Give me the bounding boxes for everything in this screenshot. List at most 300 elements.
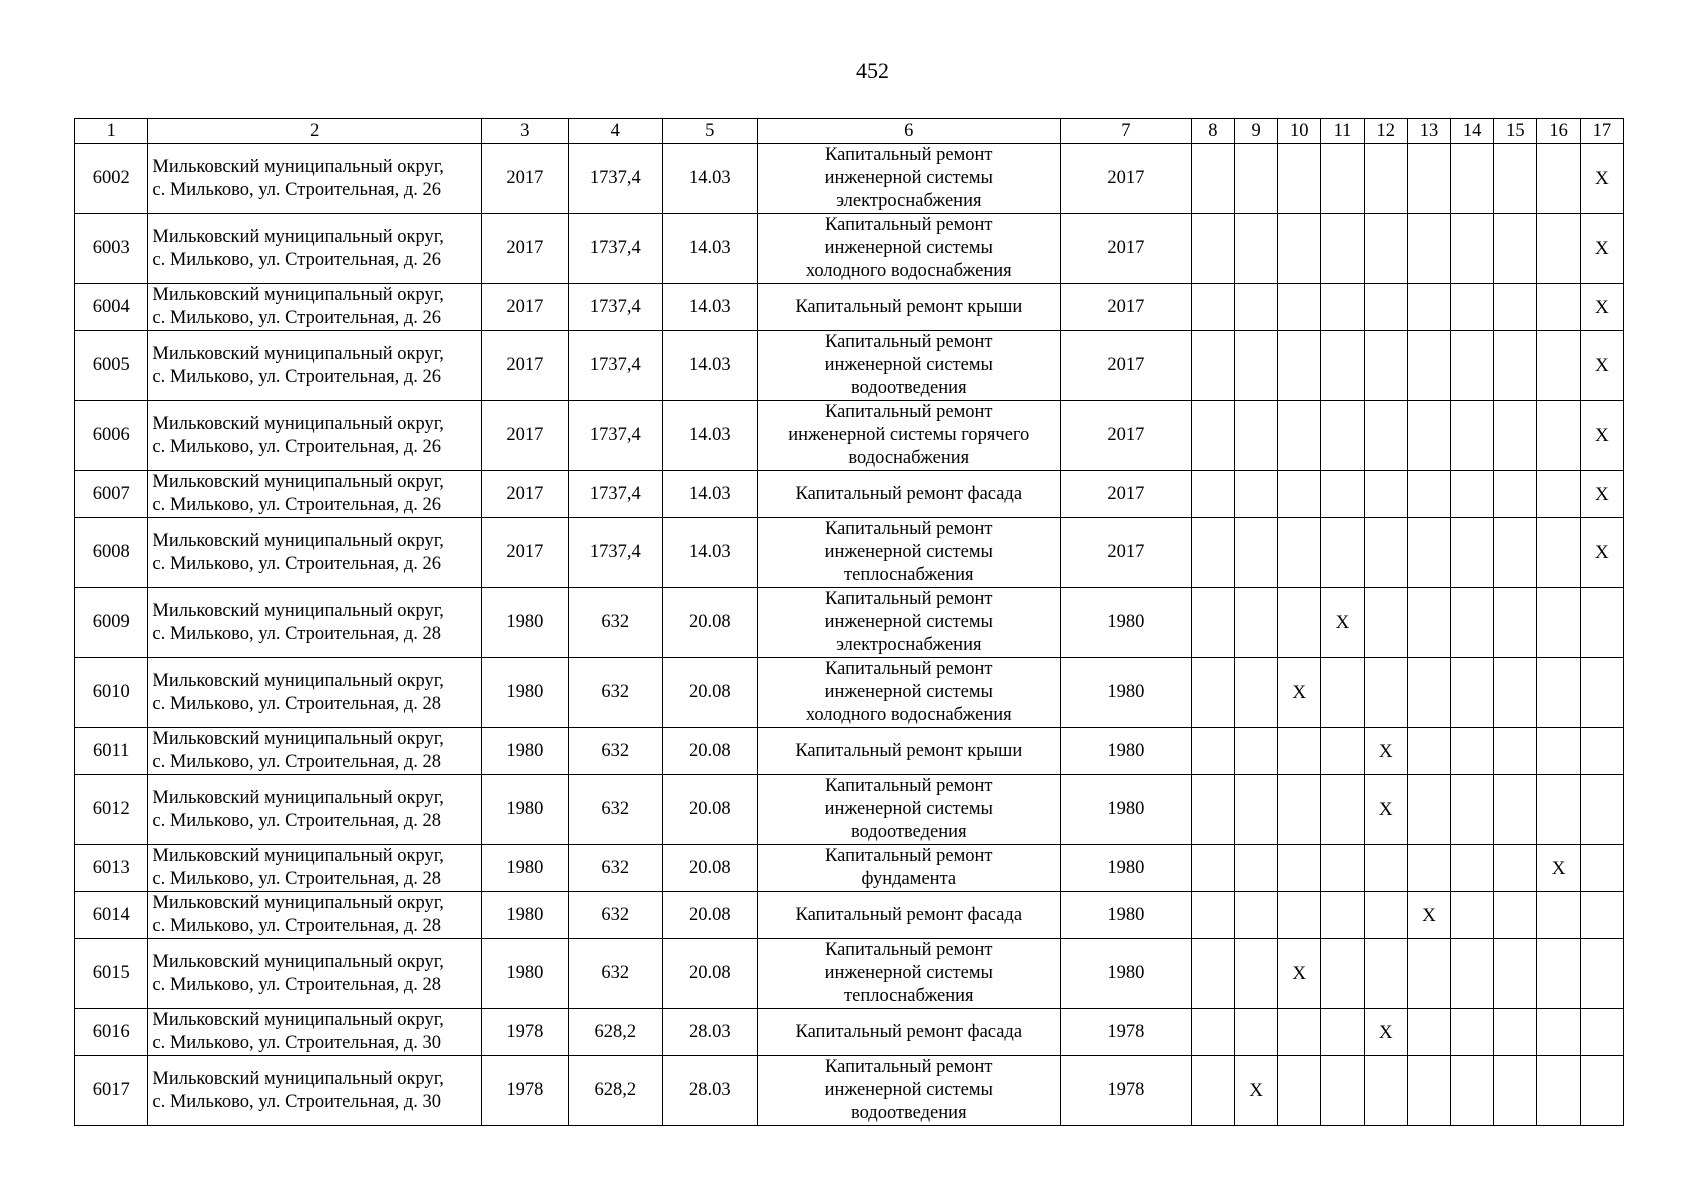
code-cell: 14.03 [663,214,757,284]
period-cell-8 [1191,1009,1234,1056]
period-cell-17 [1580,939,1623,1009]
period-cell-9 [1234,214,1277,284]
address-line-1: Мильковский муниципальный округ, [152,530,444,551]
address-line-2: с. Мильково, ул. Строительная, д. 26 [152,308,441,328]
build-year-cell: 1980 [482,658,568,728]
period-cell-8 [1191,518,1234,588]
address-line-1: Мильковский муниципальный округ, [152,893,444,913]
period-mark-17: X [1580,471,1623,518]
work-type-line: холодного водоснабжения [805,705,1012,725]
column-number-1: 1 [75,119,148,144]
address-cell [148,728,482,775]
work-type-cell [757,284,1061,331]
work-type-line: инженерной системы [824,238,993,258]
period-cell-11 [1321,214,1364,284]
address-line-1: Мильковский муниципальный округ, [152,951,444,972]
work-year-cell: 1980 [1061,845,1192,892]
area-cell: 632 [568,658,662,728]
period-cell-10 [1278,892,1321,939]
period-cell-14 [1451,471,1494,518]
build-year-cell: 1978 [482,1009,568,1056]
period-cell-13 [1407,588,1450,658]
period-cell-8 [1191,214,1234,284]
address-line-2: с. Мильково, ул. Строительная, д. 26 [152,179,441,200]
code-cell: 14.03 [663,144,757,214]
row-number-cell: 6010 [75,658,148,728]
work-type-line: водоотведения [850,378,967,398]
period-cell-16 [1537,401,1580,471]
area-cell: 628,2 [568,1056,662,1126]
period-cell-11 [1321,401,1364,471]
work-type-line: Капитальный ремонт [825,519,993,539]
period-cell-14 [1451,401,1494,471]
work-type-line: Капитальный ремонт [825,402,993,422]
period-cell-9 [1234,471,1277,518]
work-type-cell [757,588,1061,658]
period-cell-13 [1407,284,1450,331]
period-cell-8 [1191,1056,1234,1126]
column-number-17: 17 [1580,119,1623,144]
period-cell-16 [1537,658,1580,728]
period-cell-17 [1580,728,1623,775]
period-cell-16 [1537,728,1580,775]
period-cell-13 [1407,518,1450,588]
build-year-cell: 2017 [482,331,568,401]
period-cell-10 [1278,1056,1321,1126]
row-number-cell: 6015 [75,939,148,1009]
period-cell-8 [1191,588,1234,658]
work-type-line: Капитальный ремонт [825,940,993,960]
work-year-cell: 2017 [1061,401,1192,471]
column-number-14: 14 [1451,119,1494,144]
build-year-cell: 2017 [482,518,568,588]
work-type-line: инженерной системы [824,168,993,188]
period-cell-11 [1321,144,1364,214]
address-cell [148,775,482,845]
period-cell-11 [1321,728,1364,775]
area-cell: 1737,4 [568,401,662,471]
period-mark-17: X [1580,214,1623,284]
address-cell [148,1056,482,1126]
address-cell [148,658,482,728]
period-cell-8 [1191,892,1234,939]
column-number-4: 4 [568,119,662,144]
column-number-15: 15 [1494,119,1537,144]
period-cell-14 [1451,1009,1494,1056]
build-year-cell: 1978 [482,1056,568,1126]
work-type-cell [757,775,1061,845]
row-number-cell: 6014 [75,892,148,939]
period-mark-17: X [1580,144,1623,214]
work-year-cell: 2017 [1061,518,1192,588]
page-number: 452 [856,58,889,83]
address-line-2: с. Мильково, ул. Строительная, д. 28 [152,752,441,772]
table-row [75,658,1624,728]
work-year-cell: 1978 [1061,1056,1192,1126]
build-year-cell: 1980 [482,845,568,892]
work-type-line: водоснабжения [848,448,970,468]
area-cell: 632 [568,892,662,939]
address-cell [148,284,482,331]
column-number-row [75,119,1624,144]
row-number-cell: 6004 [75,284,148,331]
work-year-cell: 2017 [1061,214,1192,284]
period-cell-8 [1191,728,1234,775]
work-type-line: Капитальный ремонт [825,776,993,796]
period-cell-13 [1407,214,1450,284]
address-cell [148,401,482,471]
work-year-cell: 2017 [1061,331,1192,401]
work-type-line: инженерной системы [824,799,993,819]
address-cell [148,845,482,892]
period-cell-9 [1234,401,1277,471]
work-year-cell: 2017 [1061,284,1192,331]
period-cell-12 [1364,892,1407,939]
period-cell-15 [1494,471,1537,518]
period-cell-14 [1451,284,1494,331]
work-type-line: Капитальный ремонт [825,332,993,352]
period-cell-8 [1191,939,1234,1009]
address-cell [148,588,482,658]
table-row [75,1056,1624,1126]
table-row [75,144,1624,214]
address-line-2: с. Мильково, ул. Строительная, д. 28 [152,693,441,714]
period-cell-16 [1537,144,1580,214]
code-cell: 14.03 [663,331,757,401]
work-year-cell: 1980 [1061,728,1192,775]
period-cell-13 [1407,1056,1450,1126]
period-cell-15 [1494,401,1537,471]
work-type-line: Капитальный ремонт крыши [795,296,1023,317]
period-cell-16 [1537,518,1580,588]
column-number-10: 10 [1278,119,1321,144]
address-line-1: Мильковский муниципальный округ, [152,600,444,621]
period-cell-12 [1364,144,1407,214]
period-cell-12 [1364,471,1407,518]
period-cell-9 [1234,658,1277,728]
work-type-cell [757,728,1061,775]
period-cell-13 [1407,939,1450,1009]
area-cell: 1737,4 [568,331,662,401]
period-cell-9 [1234,588,1277,658]
table-row [75,284,1624,331]
address-line-2: с. Мильково, ул. Строительная, д. 28 [152,810,441,831]
period-cell-9 [1234,144,1277,214]
work-type-cell [757,658,1061,728]
period-cell-15 [1494,1009,1537,1056]
address-line-1: Мильковский муниципальный округ, [152,226,444,247]
work-type-line: Капитальный ремонт [825,215,993,235]
work-type-cell [757,1056,1061,1126]
period-mark-17: X [1580,284,1623,331]
period-cell-13 [1407,331,1450,401]
build-year-cell: 1980 [482,775,568,845]
table-row [75,1009,1624,1056]
work-type-line: водоотведения [850,1103,967,1123]
period-mark-11: X [1321,588,1364,658]
work-type-cell [757,401,1061,471]
column-number-12: 12 [1364,119,1407,144]
work-type-line: Капитальный ремонт крыши [795,740,1023,761]
period-cell-14 [1451,1056,1494,1126]
period-cell-13 [1407,401,1450,471]
period-cell-10 [1278,728,1321,775]
period-cell-10 [1278,331,1321,401]
period-cell-14 [1451,845,1494,892]
period-cell-9 [1234,284,1277,331]
period-mark-10: X [1278,939,1321,1009]
work-type-line: инженерной системы горячего [788,425,1030,445]
period-cell-10 [1278,214,1321,284]
period-cell-14 [1451,892,1494,939]
address-line-1: Мильковский муниципальный округ, [152,787,444,808]
address-cell [148,331,482,401]
period-cell-13 [1407,1009,1450,1056]
code-cell: 14.03 [663,401,757,471]
period-cell-11 [1321,658,1364,728]
address-line-1: Мильковский муниципальный округ, [152,472,444,492]
period-cell-17 [1580,775,1623,845]
table-row [75,331,1624,401]
period-cell-13 [1407,144,1450,214]
period-cell-16 [1537,331,1580,401]
work-type-line: инженерной системы [824,542,993,562]
address-line-1: Мильковский муниципальный округ, [152,846,444,866]
work-year-cell: 1980 [1061,892,1192,939]
period-cell-9 [1234,518,1277,588]
period-cell-9 [1234,728,1277,775]
period-cell-11 [1321,331,1364,401]
work-year-cell: 1980 [1061,658,1192,728]
period-mark-9: X [1234,1056,1277,1126]
code-cell: 20.08 [663,658,757,728]
address-cell [148,471,482,518]
work-year-cell: 1980 [1061,939,1192,1009]
period-cell-12 [1364,1056,1407,1126]
period-cell-8 [1191,775,1234,845]
column-number-9: 9 [1234,119,1277,144]
period-cell-15 [1494,845,1537,892]
work-type-line: фундамента [861,869,957,889]
period-cell-9 [1234,939,1277,1009]
area-cell: 632 [568,588,662,658]
period-cell-9 [1234,892,1277,939]
period-cell-8 [1191,471,1234,518]
area-cell: 628,2 [568,1009,662,1056]
code-cell: 14.03 [663,284,757,331]
row-number-cell: 6016 [75,1009,148,1056]
period-cell-17 [1580,658,1623,728]
build-year-cell: 1980 [482,939,568,1009]
area-cell: 1737,4 [568,518,662,588]
row-number-cell: 6012 [75,775,148,845]
period-cell-13 [1407,728,1450,775]
work-type-cell [757,331,1061,401]
row-number-cell: 6002 [75,144,148,214]
column-number-6: 6 [757,119,1061,144]
address-line-1: Мильковский муниципальный округ, [152,343,444,364]
build-year-cell: 2017 [482,144,568,214]
period-cell-14 [1451,518,1494,588]
period-mark-17: X [1580,518,1623,588]
address-line-1: Мильковский муниципальный округ, [152,285,444,305]
period-cell-10 [1278,775,1321,845]
period-cell-10 [1278,588,1321,658]
build-year-cell: 2017 [482,284,568,331]
period-cell-11 [1321,1056,1364,1126]
period-cell-9 [1234,331,1277,401]
period-cell-14 [1451,658,1494,728]
column-number-13: 13 [1407,119,1450,144]
period-cell-11 [1321,775,1364,845]
period-cell-17 [1580,892,1623,939]
work-year-cell: 1980 [1061,588,1192,658]
period-cell-11 [1321,518,1364,588]
row-number-cell: 6013 [75,845,148,892]
work-type-line: электроснабжения [836,635,982,655]
period-cell-15 [1494,518,1537,588]
period-cell-10 [1278,144,1321,214]
period-mark-12: X [1364,775,1407,845]
period-cell-11 [1321,1009,1364,1056]
period-cell-14 [1451,728,1494,775]
column-number-16: 16 [1537,119,1580,144]
period-cell-10 [1278,1009,1321,1056]
area-cell: 1737,4 [568,284,662,331]
table-row [75,518,1624,588]
period-cell-9 [1234,775,1277,845]
period-cell-15 [1494,331,1537,401]
period-cell-9 [1234,845,1277,892]
period-cell-15 [1494,284,1537,331]
address-line-1: Мильковский муниципальный округ, [152,1010,444,1030]
work-type-line: Капитальный ремонт фасада [795,904,1023,925]
table-row [75,728,1624,775]
period-cell-16 [1537,214,1580,284]
address-line-2: с. Мильково, ул. Строительная, д. 26 [152,436,441,457]
period-cell-13 [1407,471,1450,518]
period-cell-8 [1191,144,1234,214]
work-year-cell: 1980 [1061,775,1192,845]
row-number-cell: 6017 [75,1056,148,1126]
row-number-cell: 6005 [75,331,148,401]
work-type-cell [757,214,1061,284]
build-year-cell: 1980 [482,892,568,939]
table-row [75,845,1624,892]
work-type-line: Капитальный ремонт [825,145,993,165]
period-mark-13: X [1407,892,1450,939]
code-cell: 20.08 [663,845,757,892]
build-year-cell: 1980 [482,588,568,658]
period-cell-14 [1451,331,1494,401]
row-number-cell: 6007 [75,471,148,518]
period-cell-12 [1364,401,1407,471]
period-cell-15 [1494,892,1537,939]
period-cell-16 [1537,471,1580,518]
address-cell [148,518,482,588]
work-type-cell [757,144,1061,214]
period-cell-14 [1451,939,1494,1009]
address-cell [148,892,482,939]
work-type-line: Капитальный ремонт [825,1057,993,1077]
work-type-line: инженерной системы [824,355,993,375]
period-mark-10: X [1278,658,1321,728]
period-cell-15 [1494,658,1537,728]
period-cell-15 [1494,1056,1537,1126]
row-number-cell: 6009 [75,588,148,658]
area-cell: 632 [568,775,662,845]
period-cell-17 [1580,588,1623,658]
period-cell-12 [1364,331,1407,401]
table-row [75,401,1624,471]
repair-program-table [74,118,1624,1126]
period-cell-14 [1451,144,1494,214]
period-cell-14 [1451,588,1494,658]
period-cell-11 [1321,892,1364,939]
period-cell-17 [1580,1009,1623,1056]
code-cell: 14.03 [663,518,757,588]
table-row [75,588,1624,658]
address-line-2: с. Мильково, ул. Строительная, д. 26 [152,249,441,270]
period-cell-10 [1278,845,1321,892]
period-mark-12: X [1364,1009,1407,1056]
table-row [75,892,1624,939]
build-year-cell: 2017 [482,401,568,471]
period-cell-8 [1191,331,1234,401]
work-type-cell [757,518,1061,588]
code-cell: 28.03 [663,1056,757,1126]
build-year-cell: 2017 [482,214,568,284]
period-cell-9 [1234,1009,1277,1056]
period-cell-11 [1321,471,1364,518]
address-line-2: с. Мильково, ул. Строительная, д. 28 [152,869,441,889]
row-number-cell: 6006 [75,401,148,471]
period-cell-16 [1537,939,1580,1009]
period-cell-12 [1364,284,1407,331]
table-row [75,214,1624,284]
table-body [75,119,1624,1126]
work-type-line: Капитальный ремонт [825,659,993,679]
area-cell: 632 [568,845,662,892]
address-cell [148,214,482,284]
work-type-cell [757,939,1061,1009]
area-cell: 1737,4 [568,214,662,284]
work-type-line: инженерной системы [824,612,993,632]
address-line-2: с. Мильково, ул. Строительная, д. 26 [152,553,441,574]
work-type-line: Капитальный ремонт [825,589,993,609]
address-line-2: с. Мильково, ул. Строительная, д. 28 [152,623,441,644]
work-type-cell [757,1009,1061,1056]
address-line-1: Мильковский муниципальный округ, [152,729,444,749]
period-cell-10 [1278,401,1321,471]
table-row [75,775,1624,845]
work-type-line: Капитальный ремонт фасада [795,1021,1023,1042]
column-number-3: 3 [482,119,568,144]
address-line-2: с. Мильково, ул. Строительная, д. 30 [152,1033,441,1053]
code-cell: 20.08 [663,728,757,775]
period-cell-8 [1191,284,1234,331]
address-line-2: с. Мильково, ул. Строительная, д. 26 [152,366,441,387]
work-type-line: инженерной системы [824,963,993,983]
period-cell-13 [1407,845,1450,892]
period-cell-12 [1364,588,1407,658]
work-type-cell [757,471,1061,518]
table-row [75,471,1624,518]
period-mark-17: X [1580,401,1623,471]
code-cell: 20.08 [663,939,757,1009]
code-cell: 20.08 [663,775,757,845]
period-cell-12 [1364,518,1407,588]
